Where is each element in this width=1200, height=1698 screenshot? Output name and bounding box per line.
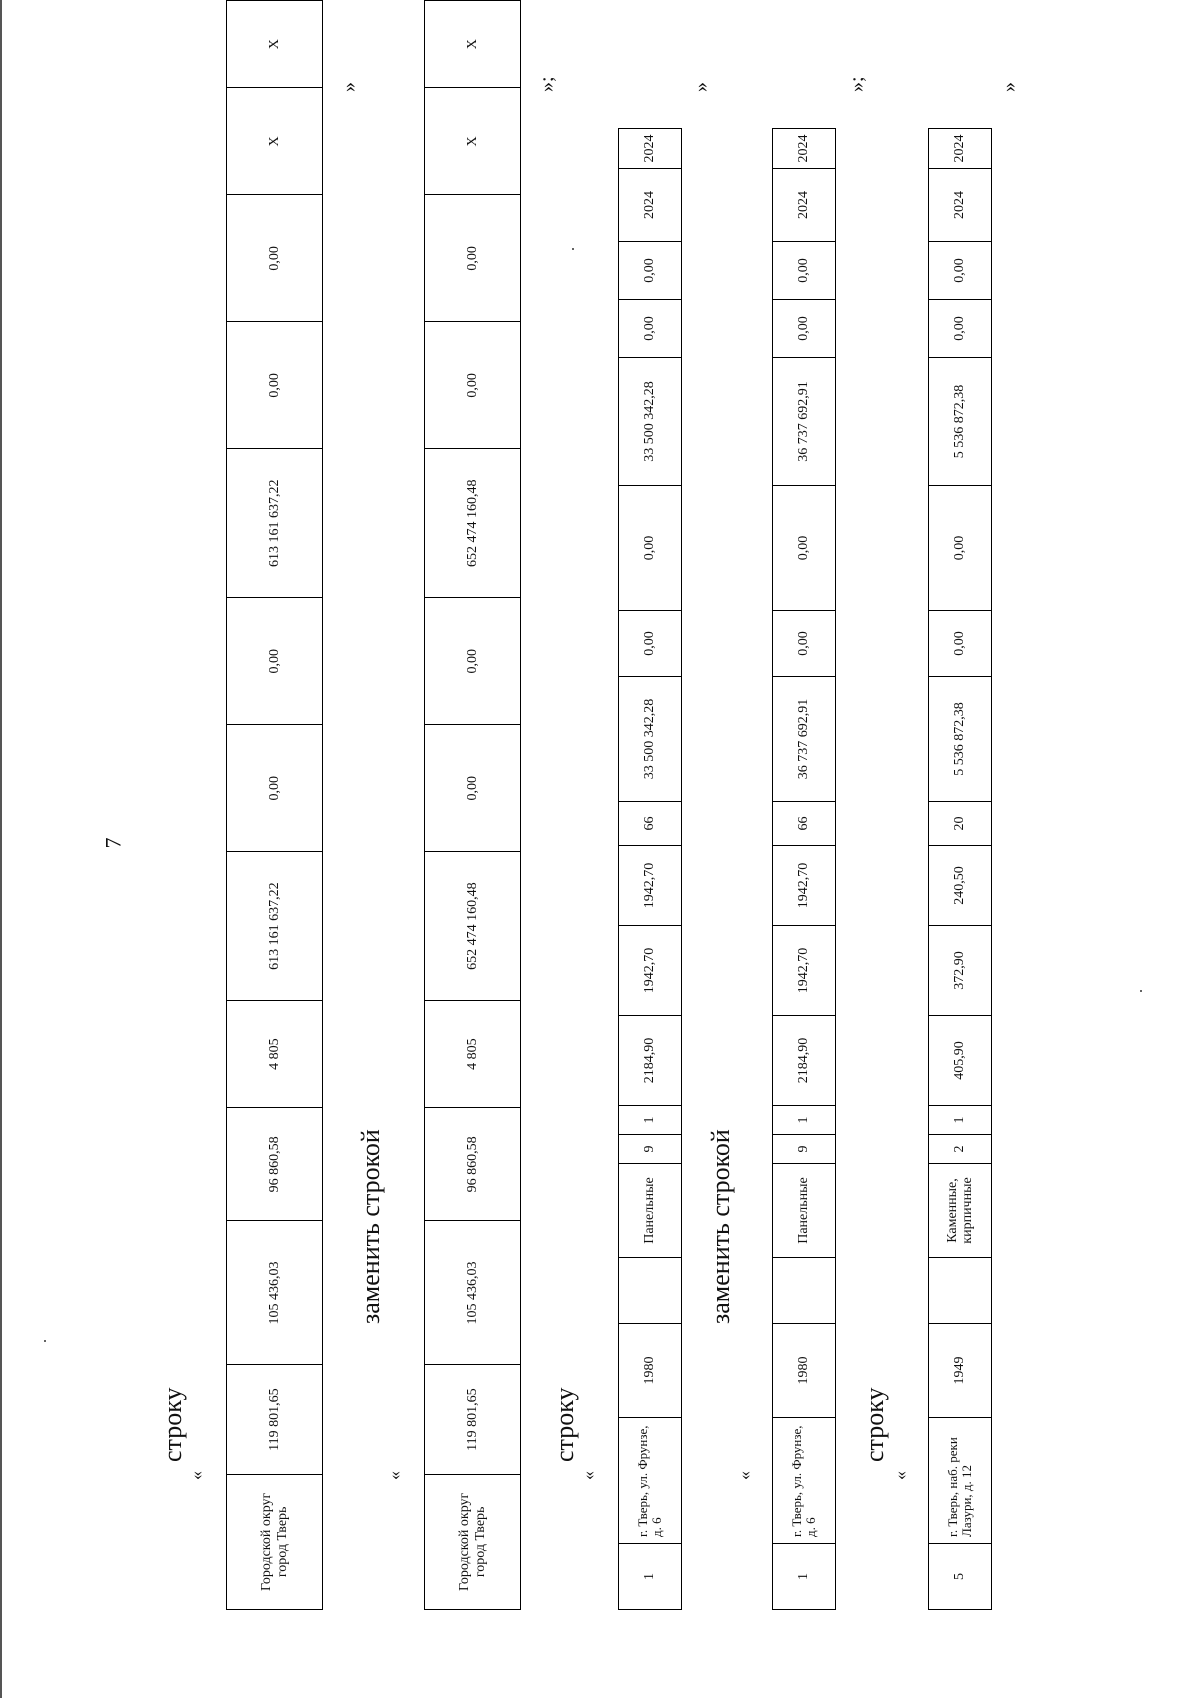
- row-number-cell: 1: [619, 1544, 682, 1610]
- row-number-cell: 5: [929, 1544, 992, 1610]
- value-cell: 5 536 872,38: [929, 358, 992, 486]
- year-cell: 1980: [773, 1324, 836, 1418]
- table-row: [619, 129, 682, 1610]
- value-cell: 0,00: [929, 486, 992, 611]
- value-cell: 0,00: [929, 242, 992, 300]
- value-cell: 105 436,03: [425, 1221, 521, 1365]
- address-cell: г. Тверь, ул. Фрунзе, д. 6: [619, 1418, 682, 1544]
- value-cell: 36 737 692,91: [773, 677, 836, 802]
- value-cell: 0,00: [619, 486, 682, 611]
- open-quote-3: «: [578, 1471, 598, 1480]
- value-cell: 2184,90: [619, 1016, 682, 1106]
- close-quote-semicolon-2: »;: [846, 76, 868, 92]
- value-cell: 0,00: [425, 195, 521, 322]
- table-row: [425, 1, 521, 1610]
- floors-cell: 9: [773, 1135, 836, 1164]
- value-cell: 36 737 692,91: [773, 358, 836, 486]
- close-quote-2: »: [690, 82, 712, 92]
- floors-cell: 2: [929, 1135, 992, 1164]
- material-cell: Каменные, кирпичные: [929, 1164, 992, 1258]
- table-block-1: [226, 0, 323, 1610]
- value-cell: 33 500 342,28: [619, 358, 682, 486]
- table-row: [227, 1, 323, 1610]
- year-cell: 1980: [619, 1324, 682, 1418]
- close-quote-1: »: [338, 82, 360, 92]
- blank-cell: [619, 1258, 682, 1324]
- label-replace-1: заменить строкой: [356, 1129, 385, 1324]
- value-cell: 2024: [619, 129, 682, 169]
- value-cell: 0,00: [619, 300, 682, 358]
- open-quote-1: «: [186, 1471, 206, 1480]
- blank-cell: [773, 1258, 836, 1324]
- value-cell: 405,90: [929, 1016, 992, 1106]
- material-cell: Панельные: [773, 1164, 836, 1258]
- value-cell: 96 860,58: [425, 1108, 521, 1221]
- value-cell: 0,00: [773, 242, 836, 300]
- value-cell: X: [425, 1, 521, 88]
- value-cell: 4 805: [227, 1001, 323, 1108]
- table-row: [773, 129, 836, 1610]
- value-cell: 0,00: [425, 725, 521, 852]
- label-row-2: строку: [550, 1387, 579, 1462]
- value-cell: 0,00: [227, 195, 323, 322]
- row-number-cell: 1: [773, 1544, 836, 1610]
- open-quote-2: «: [384, 1471, 404, 1480]
- table-block-4: [772, 128, 836, 1610]
- scan-speck: [1140, 990, 1142, 992]
- floors-cell: 9: [619, 1135, 682, 1164]
- value-cell: 2024: [619, 169, 682, 242]
- scan-speck: [44, 1340, 46, 1342]
- value-cell: 0,00: [619, 611, 682, 677]
- value-cell: 66: [773, 802, 836, 846]
- close-quote-semicolon-1: »;: [536, 76, 558, 92]
- value-cell: X: [227, 1, 323, 88]
- value-cell: 652 474 160,48: [425, 449, 521, 598]
- value-cell: 0,00: [773, 611, 836, 677]
- value-cell: 66: [619, 802, 682, 846]
- value-cell: 0,00: [929, 300, 992, 358]
- value-cell: 0,00: [425, 598, 521, 725]
- open-quote-4: «: [734, 1471, 754, 1480]
- value-cell: 0,00: [227, 725, 323, 852]
- material-cell: Панельные: [619, 1164, 682, 1258]
- value-cell: 1942,70: [619, 926, 682, 1016]
- value-cell: 0,00: [227, 322, 323, 449]
- address-cell: г. Тверь, наб. реки Лазури, д. 12: [929, 1418, 992, 1544]
- value-cell: 0,00: [929, 611, 992, 677]
- value-cell: 0,00: [773, 486, 836, 611]
- open-quote-5: «: [890, 1471, 910, 1480]
- label-row-3: строку: [860, 1387, 889, 1462]
- value-cell: 1942,70: [619, 846, 682, 926]
- value-cell: 119 801,65: [227, 1365, 323, 1474]
- entrances-cell: 1: [929, 1106, 992, 1135]
- value-cell: 0,00: [425, 322, 521, 449]
- value-cell: 2184,90: [773, 1016, 836, 1106]
- table-block-5: [928, 128, 992, 1610]
- municipality-cell: Городской округ город Тверь: [227, 1474, 323, 1609]
- value-cell: 33 500 342,28: [619, 677, 682, 802]
- page-number: 7: [100, 837, 126, 849]
- value-cell: X: [227, 88, 323, 195]
- table-block-3: [618, 128, 682, 1610]
- address-cell: г. Тверь, ул. Фрунзе, д. 6: [773, 1418, 836, 1544]
- label-replace-2: заменить строкой: [706, 1129, 735, 1324]
- value-cell: 2024: [773, 169, 836, 242]
- value-cell: 119 801,65: [425, 1365, 521, 1474]
- value-cell: 2024: [929, 129, 992, 169]
- value-cell: 613 161 637,22: [227, 852, 323, 1001]
- value-cell: 652 474 160,48: [425, 852, 521, 1001]
- blank-cell: [929, 1258, 992, 1324]
- value-cell: X: [425, 88, 521, 195]
- value-cell: 0,00: [227, 598, 323, 725]
- table-block-2: [424, 0, 521, 1610]
- table-row: [929, 129, 992, 1610]
- value-cell: 0,00: [619, 242, 682, 300]
- value-cell: 0,00: [773, 300, 836, 358]
- close-quote-3: »: [998, 82, 1020, 92]
- value-cell: 2024: [773, 129, 836, 169]
- entrances-cell: 1: [773, 1106, 836, 1135]
- value-cell: 1942,70: [773, 846, 836, 926]
- year-cell: 1949: [929, 1324, 992, 1418]
- value-cell: 1942,70: [773, 926, 836, 1016]
- value-cell: 372,90: [929, 926, 992, 1016]
- entrances-cell: 1: [619, 1106, 682, 1135]
- value-cell: 613 161 637,22: [227, 449, 323, 598]
- value-cell: 105 436,03: [227, 1221, 323, 1365]
- label-row-1: строку: [158, 1387, 187, 1462]
- value-cell: 4 805: [425, 1001, 521, 1108]
- value-cell: 2024: [929, 169, 992, 242]
- value-cell: 20: [929, 802, 992, 846]
- municipality-cell: Городской округ город Тверь: [425, 1474, 521, 1609]
- value-cell: 96 860,58: [227, 1108, 323, 1221]
- value-cell: 5 536 872,38: [929, 677, 992, 802]
- scan-speck: [572, 248, 574, 250]
- value-cell: 240,50: [929, 846, 992, 926]
